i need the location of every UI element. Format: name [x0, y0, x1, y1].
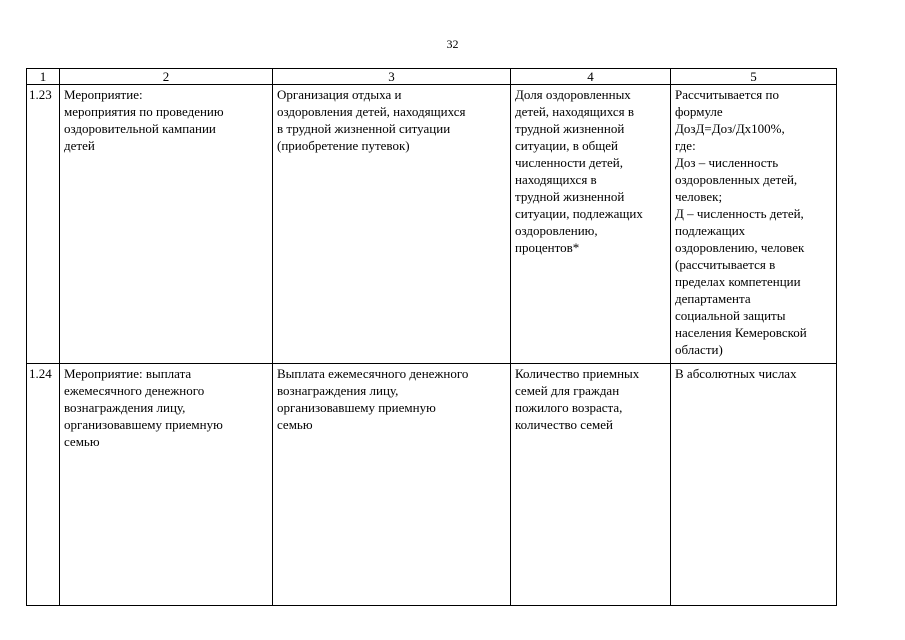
cell-text-line: процентов*	[515, 240, 580, 255]
cell-text-line: человек;	[675, 189, 723, 204]
header-cell-3: 3	[273, 69, 511, 85]
cell-text-line: организовавшему приемную	[277, 400, 436, 415]
table-header-row	[27, 69, 837, 85]
cell-text-line: мероприятия по проведению	[64, 104, 224, 119]
cell-text-line: социальной защиты	[675, 308, 786, 323]
cell-text-line: количество семей	[515, 417, 613, 432]
cell-text-line: подлежащих	[675, 223, 746, 238]
cell-text-line: области)	[675, 342, 723, 357]
calculation-method-cell	[671, 85, 837, 364]
cell-text-line: Д – численность детей,	[675, 206, 804, 221]
cell-text-line: оздоровления детей, находящихся	[277, 104, 466, 119]
event-description-cell	[273, 85, 511, 364]
calculation-method-cell	[671, 364, 837, 606]
cell-text-line: организовавшему приемную	[64, 417, 223, 432]
cell-text-line: оздоровительной кампании	[64, 121, 216, 136]
cell-text-line: Организация отдыха и	[277, 87, 402, 102]
event-description-cell	[273, 364, 511, 606]
cell-text-line: ситуации, в общей	[515, 138, 618, 153]
event-name-cell	[60, 85, 273, 364]
cell-text-line: Доз – численность	[675, 155, 779, 170]
cell-text-line: ежемесячного денежного	[64, 383, 205, 398]
row-number: 1.23	[27, 85, 60, 364]
indicator-cell	[511, 85, 671, 364]
indicator-table	[26, 68, 837, 606]
cell-text-line: пожилого возраста,	[515, 400, 623, 415]
indicator-cell	[511, 364, 671, 606]
cell-text-line: Количество приемных	[515, 366, 640, 381]
cell-text-line: Рассчитывается по	[675, 87, 779, 102]
cell-text-line: детей	[64, 138, 95, 153]
row-number: 1.24	[27, 364, 60, 606]
cell-text-line: семей для граждан	[515, 383, 620, 398]
cell-text-line: Выплата ежемесячного денежного	[277, 366, 469, 381]
cell-text-line: оздоровлению, человек	[675, 240, 805, 255]
table-row	[27, 85, 837, 364]
cell-text-line: (рассчитывается в	[675, 257, 776, 272]
cell-text-line: департамента	[675, 291, 751, 306]
cell-text-line: (приобретение путевок)	[277, 138, 410, 153]
cell-text-line: трудной жизненной	[515, 121, 625, 136]
cell-text-line: В абсолютных числах	[675, 366, 797, 381]
header-cell-2: 2	[60, 69, 273, 85]
cell-text-line: Доля оздоровленных	[515, 87, 631, 102]
cell-text-line: находящихся в	[515, 172, 597, 187]
cell-text-line: ДозД=Доз/Дх100%,	[675, 121, 785, 136]
event-name-cell	[60, 364, 273, 606]
header-cell-5: 5	[671, 69, 837, 85]
cell-text-line: вознаграждения лицу,	[64, 400, 186, 415]
table-row	[27, 364, 837, 606]
header-cell-1: 1	[27, 69, 60, 85]
cell-text-line: пределах компетенции	[675, 274, 801, 289]
cell-text-line: где:	[675, 138, 696, 153]
cell-text-line: Мероприятие: выплата	[64, 366, 192, 381]
cell-text-line: семью	[64, 434, 100, 449]
cell-text-line: населения Кемеровской	[675, 325, 807, 340]
cell-text-line: оздоровленных детей,	[675, 172, 798, 187]
cell-text-line: вознаграждения лицу,	[277, 383, 399, 398]
cell-text-line: трудной жизненной	[515, 189, 625, 204]
cell-text-line: детей, находящихся в	[515, 104, 634, 119]
cell-text-line: Мероприятие:	[64, 87, 143, 102]
cell-text-line: ситуации, подлежащих	[515, 206, 643, 221]
cell-text-line: численности детей,	[515, 155, 623, 170]
cell-text-line: в трудной жизненной ситуации	[277, 121, 451, 136]
cell-text-line: оздоровлению,	[515, 223, 598, 238]
cell-text-line: семью	[277, 417, 313, 432]
page-number: 32	[446, 37, 459, 51]
cell-text-line: формуле	[675, 104, 723, 119]
header-cell-4: 4	[511, 69, 671, 85]
